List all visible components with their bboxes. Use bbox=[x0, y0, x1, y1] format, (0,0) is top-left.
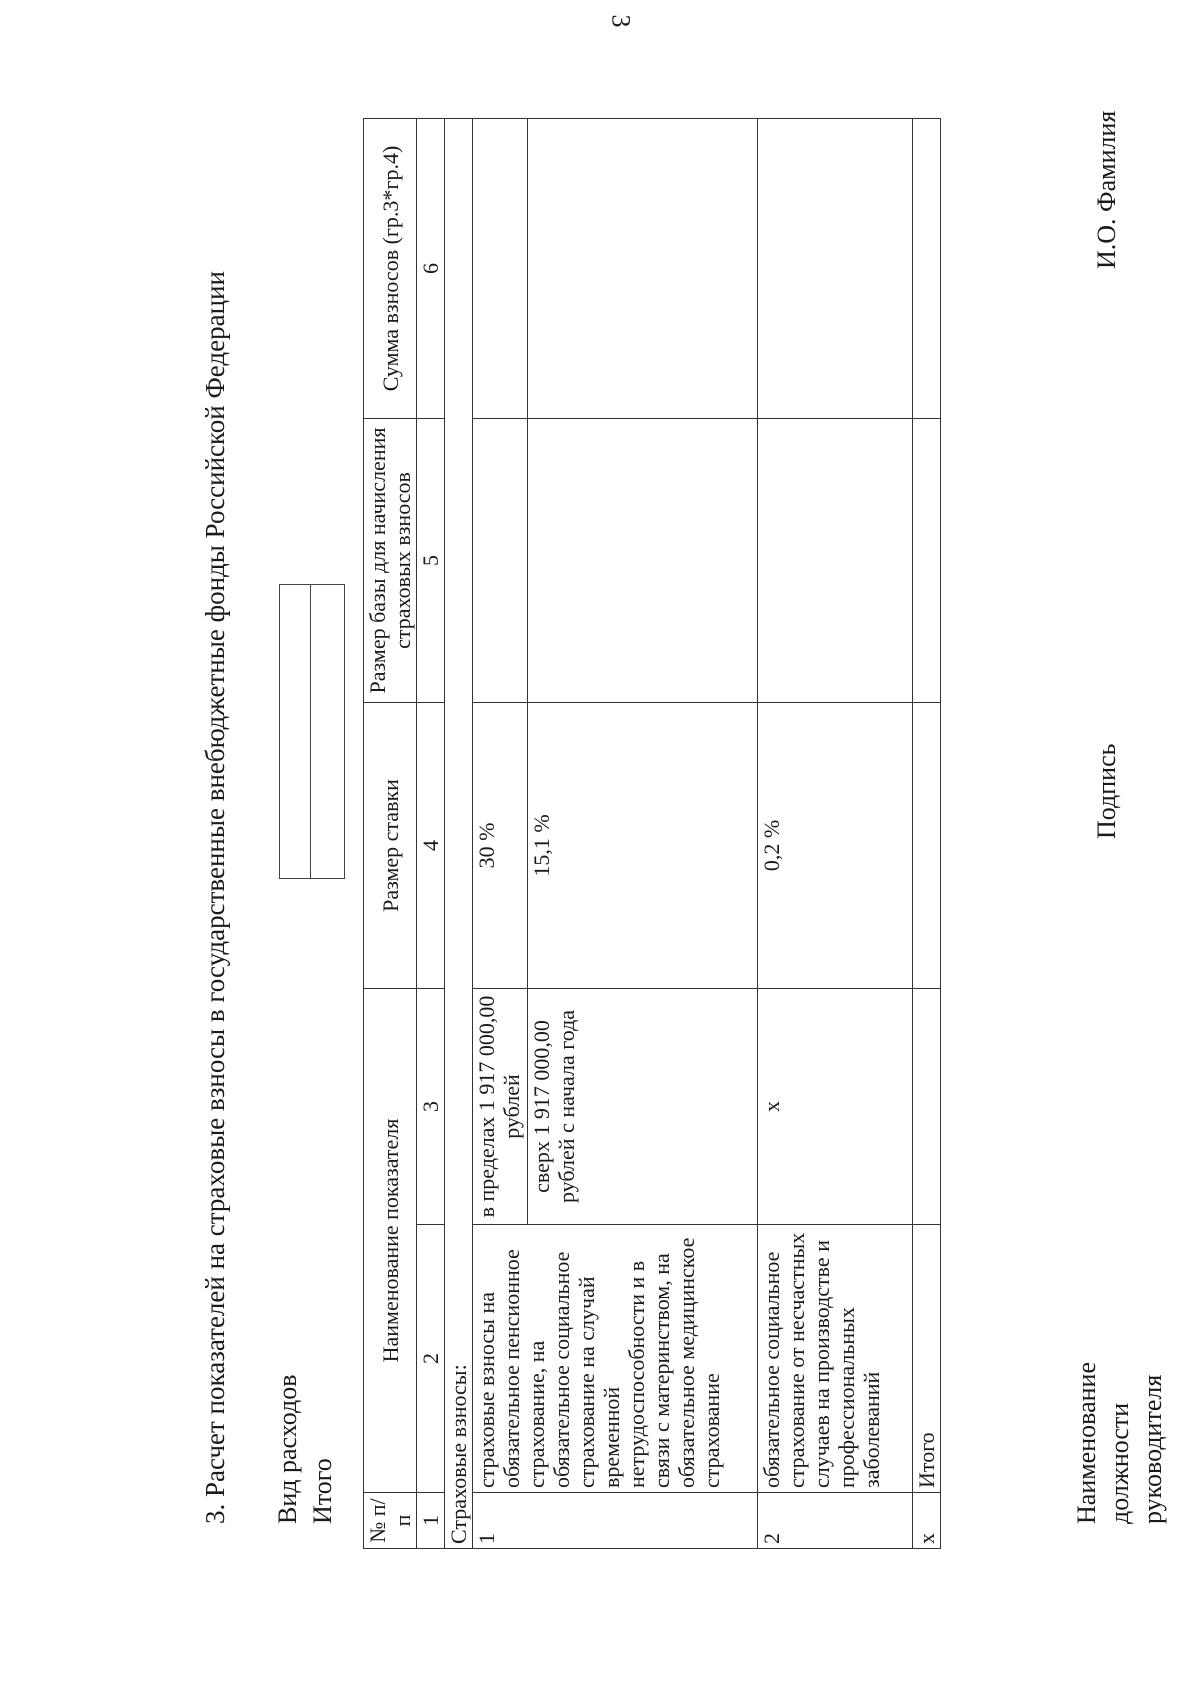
sub-label: x bbox=[758, 988, 913, 1224]
rate-value: 0,2 % bbox=[758, 702, 913, 988]
total-cell[interactable] bbox=[913, 988, 941, 1224]
expense-type-block bbox=[270, 1375, 340, 1525]
header-num: № п/п bbox=[364, 1493, 417, 1549]
section-row bbox=[445, 118, 473, 1548]
header-base: Размер базы для начисления страховых взносов bbox=[364, 418, 417, 702]
section-title: 3. Расчет показателей на страховые взносы в государственные внебюджетные фонды Российской Федерации bbox=[200, 271, 230, 1524]
col-number: 1 bbox=[417, 1493, 445, 1549]
row-name: страховые взносы на обязательное пенсионное страхование, на обязательное социальное страхование на случай временной нетрудоспособности и в связи с материнством, на обязательное медицинское страхование bbox=[473, 1225, 758, 1493]
footer-signature: Подпись bbox=[1092, 743, 1121, 839]
table-row bbox=[758, 118, 913, 1548]
header-rate: Размер ставки bbox=[364, 702, 417, 988]
total-cell[interactable] bbox=[913, 702, 941, 988]
total-num: x bbox=[913, 1493, 941, 1549]
table-row bbox=[473, 118, 528, 1548]
contributions-table bbox=[363, 118, 941, 1549]
base-cell[interactable] bbox=[528, 418, 758, 702]
footer-position: Наименование должности руководителя bbox=[1072, 1362, 1167, 1524]
row-number: 1 bbox=[473, 1493, 758, 1549]
base-cell[interactable] bbox=[758, 418, 913, 702]
column-numbers-row bbox=[417, 118, 445, 1548]
header-name: Наименование показателя bbox=[364, 988, 417, 1492]
rate-value: 15,1 % bbox=[528, 702, 758, 988]
footer-name: И.О. Фамилия bbox=[1092, 110, 1121, 269]
sub-label: сверх 1 917 000,00 рублей с начала года bbox=[528, 988, 758, 1224]
header-row bbox=[364, 118, 417, 1548]
total-cell[interactable] bbox=[913, 118, 941, 418]
col-number: 3 bbox=[417, 988, 445, 1224]
section-label: Страховые взносы: bbox=[445, 118, 473, 1548]
col-number: 6 bbox=[417, 118, 445, 418]
sub-label: в пределах 1 917 000,00 рублей bbox=[473, 988, 528, 1224]
total-cell[interactable] bbox=[913, 418, 941, 702]
page-number: 3 bbox=[606, 14, 636, 28]
sum-cell[interactable] bbox=[758, 118, 913, 418]
rate-value: 30 % bbox=[473, 702, 528, 988]
base-cell[interactable] bbox=[473, 418, 528, 702]
col-number: 2 bbox=[417, 1225, 445, 1493]
total-label: Итого bbox=[913, 1225, 941, 1493]
total-label: Итого bbox=[308, 1458, 337, 1524]
row-name: обязательное социальное страхование от несчастных случаев на производстве и профессиональных заболеваний bbox=[758, 1225, 913, 1493]
sum-cell[interactable] bbox=[473, 118, 528, 418]
row-number: 2 bbox=[758, 1493, 913, 1549]
page-content bbox=[0, 110, 1200, 1549]
col-number: 5 bbox=[417, 418, 445, 702]
col-number: 4 bbox=[417, 702, 445, 988]
header-sum: Сумма взносов (гр.3*гр.4) bbox=[364, 118, 417, 418]
expense-type-label: Вид расходов bbox=[273, 1374, 302, 1524]
total-row bbox=[913, 118, 941, 1548]
sum-cell[interactable] bbox=[528, 118, 758, 418]
expense-code-box[interactable] bbox=[279, 584, 345, 879]
